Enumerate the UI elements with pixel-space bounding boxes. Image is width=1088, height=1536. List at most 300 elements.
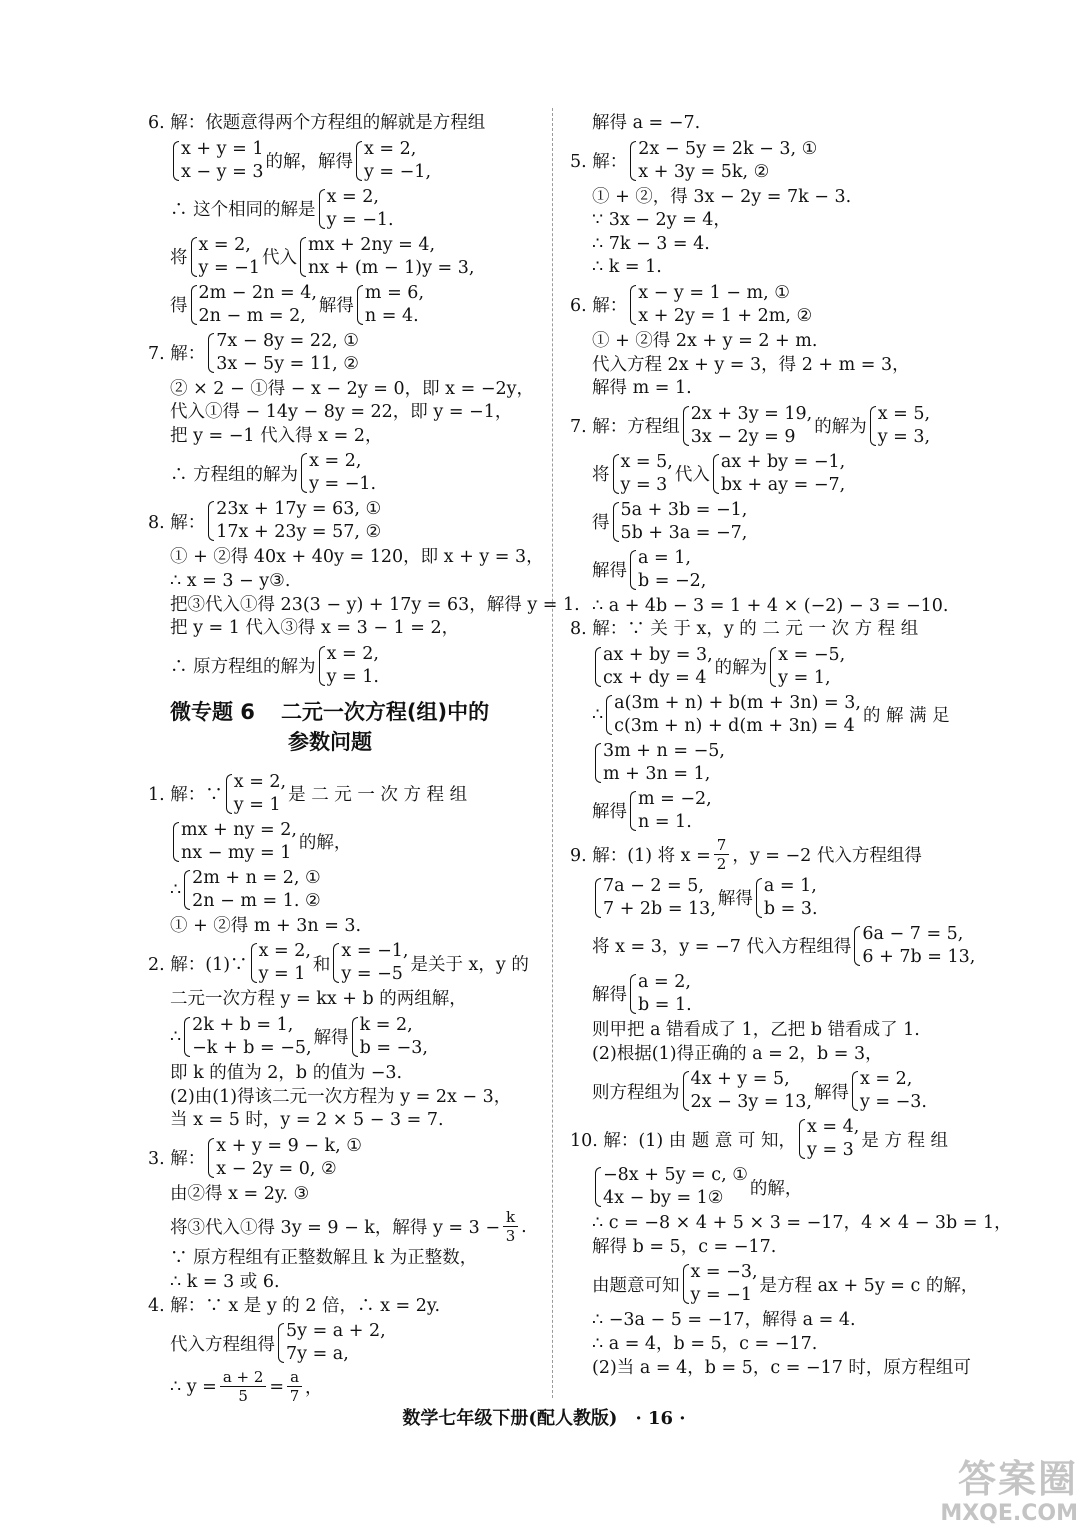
equation: x − y = 3: [181, 161, 264, 182]
equation: x = 2,: [309, 451, 362, 472]
equation-lines: [862, 923, 975, 969]
inline-text: 解得: [313, 1028, 349, 1049]
equation-lines: [603, 644, 713, 690]
brace: [799, 1119, 805, 1159]
left-column: [148, 112, 580, 1407]
equation: y = 3,: [877, 426, 931, 447]
numerator: 7: [714, 836, 730, 855]
equation-system: [712, 451, 845, 497]
equation-system: [682, 403, 812, 449]
math-line: [570, 692, 960, 738]
equation: 2n − m = 1. ②: [192, 890, 321, 911]
text-line: ① + ②得 m + 3n = 3.: [170, 915, 362, 936]
equation: b = −2,: [638, 570, 707, 591]
equation: 17x + 23y = 57, ②: [216, 522, 382, 543]
section-title-line: [170, 697, 540, 727]
brace: [251, 943, 257, 983]
fraction: [220, 1368, 267, 1405]
equation: y = −1: [690, 1285, 752, 1306]
inline-text: ，y = −2 代入方程组得: [732, 845, 922, 866]
equation-lines: [234, 771, 286, 817]
equation-system: [183, 867, 321, 913]
math-line: [148, 450, 540, 496]
text-line: ∴ c = −8 × 4 + 5 × 3 = −17，4 × 4 − 3b = 1，: [592, 1213, 1012, 1234]
equation: x = 2,: [326, 186, 379, 207]
equation: bx + ay = −7,: [720, 474, 846, 495]
equation: x + 2y = 1 + 2m, ②: [638, 305, 813, 326]
inline-text: 是 方 程 组: [861, 1130, 949, 1151]
equation-system: [207, 1135, 362, 1181]
brace: [770, 647, 776, 687]
inline-text: ∴ y =: [170, 1376, 217, 1397]
equation-system: [594, 1164, 748, 1210]
equation-system: [190, 282, 317, 328]
equation-lines: [308, 234, 474, 280]
equation: 2x + 3y = 19,: [690, 403, 813, 424]
math-line: [148, 867, 540, 913]
equation-lines: [638, 547, 706, 593]
text-line: ∴ 7k − 3 = 4.: [592, 233, 710, 254]
equation: x − 2y = 0, ②: [216, 1158, 337, 1179]
inline-text: 7. 解：: [148, 344, 206, 365]
equation-system: [299, 234, 474, 280]
equation-lines: [327, 186, 394, 232]
equation: 2x − 3y = 13,: [690, 1092, 812, 1113]
equation: x + y = 1: [181, 138, 264, 159]
text-line: ∴ k = 1.: [592, 257, 662, 278]
equation-system: [629, 788, 712, 834]
brace: [208, 501, 214, 541]
inline-text: 将 x = 3，y = −7 代入方程组得: [592, 937, 852, 958]
equation-lines: [216, 498, 381, 544]
text-line: 即 k 的值为 2，b 的值为 −3.: [170, 1062, 403, 1083]
text-line: 把 y = 1 代入③得 x = 3 − 1 = 2，: [170, 618, 460, 639]
inline-text: 代入: [674, 465, 710, 486]
equation-lines: [216, 1135, 362, 1181]
math-line: [570, 499, 960, 545]
equation: 23x + 17y = 63, ①: [216, 499, 382, 520]
equation-lines: [181, 819, 297, 865]
equation-system: [318, 643, 379, 689]
equation: x = −5,: [778, 644, 846, 665]
brace: [319, 189, 325, 229]
math-line: [148, 282, 540, 328]
math-line: [570, 1164, 960, 1210]
inline-text: 得: [170, 296, 188, 317]
equation: 7y = a,: [286, 1344, 349, 1365]
math-line: [570, 836, 960, 873]
equation: y = 1.: [326, 666, 379, 687]
equation-system: [183, 1014, 311, 1060]
equation-lines: [181, 138, 263, 184]
math-line: [148, 498, 540, 544]
brace: [352, 1017, 358, 1057]
equation-lines: [364, 138, 431, 184]
inline-text: 解得: [318, 296, 354, 317]
inline-text: ∴: [170, 879, 182, 900]
equation-system: [629, 547, 706, 593]
numerator: a + 2: [220, 1368, 267, 1387]
equation: x = 2,: [233, 771, 287, 792]
text-line: ∴ −3a − 5 = −17，解得 a = 4.: [592, 1310, 856, 1331]
math-line: [570, 451, 960, 497]
watermark-text: 答案圈: [957, 1457, 1078, 1501]
equation-system: [682, 1068, 812, 1114]
equation: b = 3.: [763, 898, 818, 919]
math-line: [148, 186, 540, 232]
equation: y = −1,: [363, 161, 432, 182]
math-line: [570, 644, 960, 690]
inline-text: 是关于 x，y 的: [410, 954, 529, 975]
equation: x = 5,: [877, 403, 931, 424]
page-footer: 数学七年级下册(配人教版) · 16 ·: [402, 1408, 686, 1429]
equation: nx + (m − 1)y = 3,: [307, 257, 475, 278]
text-line: 4. 解：∵ x 是 y 的 2 倍，∴ x = 2y.: [148, 1295, 441, 1316]
text-line: (2)当 a = 4，b = 5，c = −17 时，原方程组可: [592, 1357, 971, 1378]
equation: b = −3,: [359, 1037, 428, 1058]
equation-lines: [259, 940, 311, 986]
equation: 4x + y = 5,: [690, 1069, 790, 1090]
text-line: (2)由(1)得该二元一次方程为 y = 2x − 3，: [170, 1086, 512, 1107]
equation-system: [172, 138, 263, 184]
equation-system: [798, 1116, 859, 1162]
equation: mx + ny = 2,: [181, 819, 297, 840]
text-line: 解得 b = 5，c = −17.: [592, 1236, 777, 1257]
equation: x + 3y = 5k, ②: [638, 161, 770, 182]
equation: y = −1.: [326, 209, 394, 230]
inline-text: 2. 解：(1)∵: [148, 954, 248, 975]
text-line: 代入方程 2x + y = 3，得 2 + m = 3，: [592, 354, 910, 375]
brace: [606, 695, 612, 735]
equation-lines: [778, 644, 845, 690]
brace: [300, 237, 306, 277]
equation-system: [250, 940, 311, 986]
equation-system: [351, 1014, 428, 1060]
equation-system: [755, 875, 818, 921]
inline-text: 将: [592, 465, 610, 486]
text-line: ∴ x = 3 − y③.: [170, 570, 291, 591]
brace: [356, 141, 362, 181]
inline-text: ∴: [170, 1026, 182, 1047]
text-line: 把 y = −1 代入得 x = 2，: [170, 425, 383, 446]
equation: a(3m + n) + b(m + 3n) = 3,: [614, 692, 861, 713]
equation: y = −3.: [859, 1092, 927, 1113]
equation: a = 1,: [638, 547, 691, 568]
equation-system: [318, 186, 394, 232]
equation: 7x − 8y = 22, ①: [216, 330, 359, 351]
brace: [184, 1017, 190, 1057]
equation-system: [682, 1261, 758, 1307]
numerator: k: [503, 1208, 518, 1227]
brace: [683, 1264, 689, 1304]
equation: nx − my = 1: [181, 842, 292, 863]
equation: x = −3,: [690, 1262, 758, 1283]
equation-system: [853, 923, 975, 969]
brace: [756, 878, 762, 918]
math-line: [148, 234, 540, 280]
brace: [595, 878, 601, 918]
equation: 6 + 7b = 13,: [862, 946, 976, 967]
brace: [301, 453, 307, 493]
text-line: 6. 解：依题意得两个方程组的解就是方程组: [148, 113, 486, 133]
brace: [852, 1071, 858, 1111]
brace: [191, 237, 197, 277]
equation: ax + by = −1,: [720, 451, 846, 472]
brace: [630, 974, 636, 1014]
equation-lines: [365, 282, 424, 328]
math-line: [570, 788, 960, 834]
text-line: 解得 m = 1.: [592, 378, 692, 399]
equation-lines: [603, 740, 725, 786]
equation: −k + b = −5,: [192, 1037, 312, 1058]
equation: −8x + 5y = c, ①: [603, 1165, 748, 1186]
equation: 5b + 3a = −7,: [620, 522, 748, 543]
equation: ax + by = 3,: [603, 644, 713, 665]
equation-lines: [614, 692, 861, 738]
equation: 5y = a + 2,: [286, 1321, 386, 1342]
equation: y = −5: [341, 964, 403, 985]
fraction: [503, 1208, 518, 1245]
brace: [173, 141, 179, 181]
inline-text: 的解为: [814, 417, 867, 438]
denominator: 5: [238, 1387, 248, 1406]
brace: [357, 285, 363, 325]
text-line: 由②得 x = 2y. ③: [170, 1183, 310, 1204]
equation-lines: [603, 1164, 748, 1210]
equation-system: [612, 499, 748, 545]
equation-system: [356, 282, 424, 328]
equation-system: [300, 450, 376, 496]
watermark-logo: [928, 1457, 1078, 1526]
math-line: [148, 819, 540, 865]
inline-text: 的解，: [749, 1178, 803, 1199]
equation-lines: [341, 940, 408, 986]
equation-lines: [621, 499, 748, 545]
math-line: [148, 940, 540, 986]
text-line: 解得 a = −7.: [592, 113, 701, 133]
math-line: [148, 1320, 540, 1366]
brace: [595, 647, 601, 687]
text-line: ① + ②得 40x + 40y = 120，即 x + y = 3，: [170, 547, 544, 568]
inline-text: 由题意可知: [592, 1275, 680, 1296]
math-line: [148, 1014, 540, 1060]
equation-system: [851, 1068, 927, 1114]
equation: m + 3n = 1,: [603, 763, 711, 784]
inline-text: ∴: [592, 704, 604, 725]
inline-text: .: [521, 1216, 527, 1237]
math-line: [148, 1208, 540, 1245]
numerator: a: [287, 1368, 302, 1387]
equation: 3x − 2y = 9: [690, 426, 796, 447]
equation-lines: [192, 1014, 311, 1060]
inline-text: 的解，: [298, 833, 352, 854]
inline-text: ∴ 方程组的解为: [170, 464, 299, 485]
equation-lines: [638, 138, 817, 184]
equation: a = 2,: [638, 971, 691, 992]
math-line: [148, 771, 540, 817]
brace: [208, 333, 214, 373]
text-line: (2)根据(1)得正确的 a = 2，b = 3，: [592, 1043, 883, 1064]
brace: [278, 1323, 284, 1363]
brace: [184, 870, 190, 910]
inline-text: 解得: [717, 889, 753, 910]
column-divider: [552, 108, 553, 1398]
equation-lines: [192, 867, 321, 913]
brace: [191, 285, 197, 325]
brace: [630, 285, 636, 325]
denominator: 3: [505, 1227, 516, 1246]
equation: x = 2,: [859, 1069, 913, 1090]
text-line: 8. 解：∵ 关 于 x，y 的 二 元 一 次 方 程 组: [570, 619, 919, 640]
equation: n = 4.: [364, 305, 419, 326]
brace: [595, 743, 601, 783]
brace: [613, 502, 619, 542]
section-heading: [170, 697, 540, 757]
equation: x = 2,: [258, 941, 311, 962]
equation: y = 1,: [778, 667, 831, 688]
inline-text: 得: [592, 513, 610, 534]
equation: n = 1.: [638, 811, 692, 832]
inline-text: 10. 解：(1) 由 题 意 可 知，: [570, 1130, 796, 1151]
math-line: [570, 403, 960, 449]
equation-system: [332, 940, 408, 986]
equation-system: [594, 740, 725, 786]
brace: [333, 943, 339, 983]
text-line: ∴ k = 3 或 6.: [170, 1271, 280, 1292]
text-line: ① + ②得 2x + y = 2 + m.: [592, 330, 818, 351]
inline-text: 解得: [592, 802, 627, 823]
inline-text: 解得: [813, 1082, 849, 1103]
equation: 6a − 7 = 5,: [862, 923, 964, 944]
inline-text: 的解，解得: [265, 152, 353, 173]
equation: 2n − m = 2,: [198, 305, 306, 326]
section-label: 微专题 6: [170, 699, 255, 724]
equation: y = −1: [198, 257, 260, 278]
inline-text: 8. 解：: [148, 512, 206, 533]
math-line: [148, 643, 540, 689]
equation: c(3m + n) + d(m + 3n) = 4: [614, 715, 855, 736]
equation-lines: [691, 403, 812, 449]
brace: [630, 791, 636, 831]
math-line: [148, 138, 540, 184]
brace: [713, 454, 719, 494]
inline-text: ∴ 原方程组的解为: [170, 657, 316, 678]
inline-text: 的 解 满 足: [862, 706, 950, 727]
equation-lines: [860, 1068, 927, 1114]
equation: mx + 2ny = 4,: [307, 234, 436, 255]
equation-system: [207, 498, 381, 544]
equation: x = −1,: [341, 941, 409, 962]
equation: 7 + 2b = 13,: [603, 898, 716, 919]
brace: [226, 774, 232, 814]
math-line: [570, 1068, 960, 1114]
brace: [630, 550, 636, 590]
math-line: [148, 330, 540, 376]
equation-system: [769, 644, 845, 690]
equation-lines: [199, 282, 317, 328]
equation: y = 3: [620, 474, 668, 495]
inline-text: 将: [170, 248, 188, 269]
equation-lines: [199, 234, 260, 280]
fraction: [714, 836, 730, 873]
equation-system: [629, 282, 812, 328]
inline-text: =: [269, 1376, 285, 1397]
inline-text: 是方程 ax + 5y = c 的解，: [759, 1275, 979, 1296]
equation: m = 6,: [364, 282, 425, 303]
equation: x = 2,: [326, 643, 379, 664]
inline-text: 和: [312, 954, 331, 975]
equation-system: [277, 1320, 386, 1366]
equation: x − y = 1 − m, ①: [638, 282, 790, 303]
brace: [613, 454, 619, 494]
equation-system: [190, 234, 260, 280]
inline-text: ，: [305, 1378, 323, 1399]
equation: x = 5,: [620, 451, 673, 472]
section-title: 参数问题: [288, 729, 372, 754]
math-line: [570, 1261, 979, 1307]
equation: x + y = 9 − k, ①: [216, 1135, 362, 1156]
equation: y = 1: [233, 794, 281, 815]
equation: m = −2,: [638, 788, 712, 809]
text-line: 把③代入①得 23(3 − y) + 17y = 63，解得 y = 1.: [170, 594, 580, 615]
text-line: ∴ a + 4b − 3 = 1 + 4 × (−2) − 3 = −10.: [592, 595, 949, 616]
equation: 4x − by = 1②: [603, 1188, 724, 1209]
equation: b = 1.: [638, 994, 692, 1015]
equation-lines: [764, 875, 818, 921]
text-line: ② × 2 − ①得 − x − 2y = 0，即 x = −2y，: [170, 378, 535, 399]
math-line: [570, 282, 960, 328]
inline-text: 5. 解：: [570, 152, 628, 173]
equation-system: [172, 819, 297, 865]
inline-text: 9. 解：(1) 将 x =: [570, 845, 711, 866]
equation: 2x − 5y = 2k − 3, ①: [638, 138, 818, 159]
brace: [854, 926, 860, 966]
equation: y = 3: [807, 1140, 854, 1161]
text-line: ① + ②，得 3x − 2y = 7k − 3.: [592, 186, 852, 207]
equation-system: [225, 771, 286, 817]
inline-text: 代入: [261, 248, 297, 269]
math-line: [148, 1368, 540, 1405]
math-line: [570, 138, 960, 184]
text-line: 代入①得 − 14y − 8y = 22，即 y = −1，: [170, 402, 513, 423]
equation-lines: [327, 643, 379, 689]
equation-lines: [309, 450, 376, 496]
brace: [630, 141, 636, 181]
text-line: 则甲把 a 错看成了 1，乙把 b 错看成了 1.: [592, 1019, 920, 1040]
equation-system: [594, 644, 713, 690]
equation-lines: [638, 971, 692, 1017]
inline-text: 的解为: [714, 658, 768, 679]
equation-lines: [286, 1320, 386, 1366]
inline-text: 将③代入①得 3y = 9 − k，解得 y = 3 −: [170, 1218, 500, 1239]
equation-lines: [360, 1014, 428, 1060]
text-line: ∵ 原方程组有正整数解且 k 为正整数，: [170, 1248, 478, 1269]
equation: 2m + n = 2, ①: [192, 867, 321, 888]
inline-text: 6. 解：: [570, 296, 628, 317]
brace: [683, 406, 689, 446]
equation-lines: [603, 875, 716, 921]
inline-text: 1. 解：∵: [148, 785, 223, 806]
math-line: [570, 923, 976, 969]
brace: [870, 406, 876, 446]
equation-system: [207, 330, 359, 376]
fraction: [287, 1368, 302, 1405]
denominator: 2: [716, 854, 727, 873]
watermark-url: MXQE.COM: [940, 1501, 1078, 1526]
equation-system: [594, 875, 716, 921]
equation: x = 2,: [363, 138, 417, 159]
inline-text: 是 二 元 一 次 方 程 组: [288, 785, 468, 806]
